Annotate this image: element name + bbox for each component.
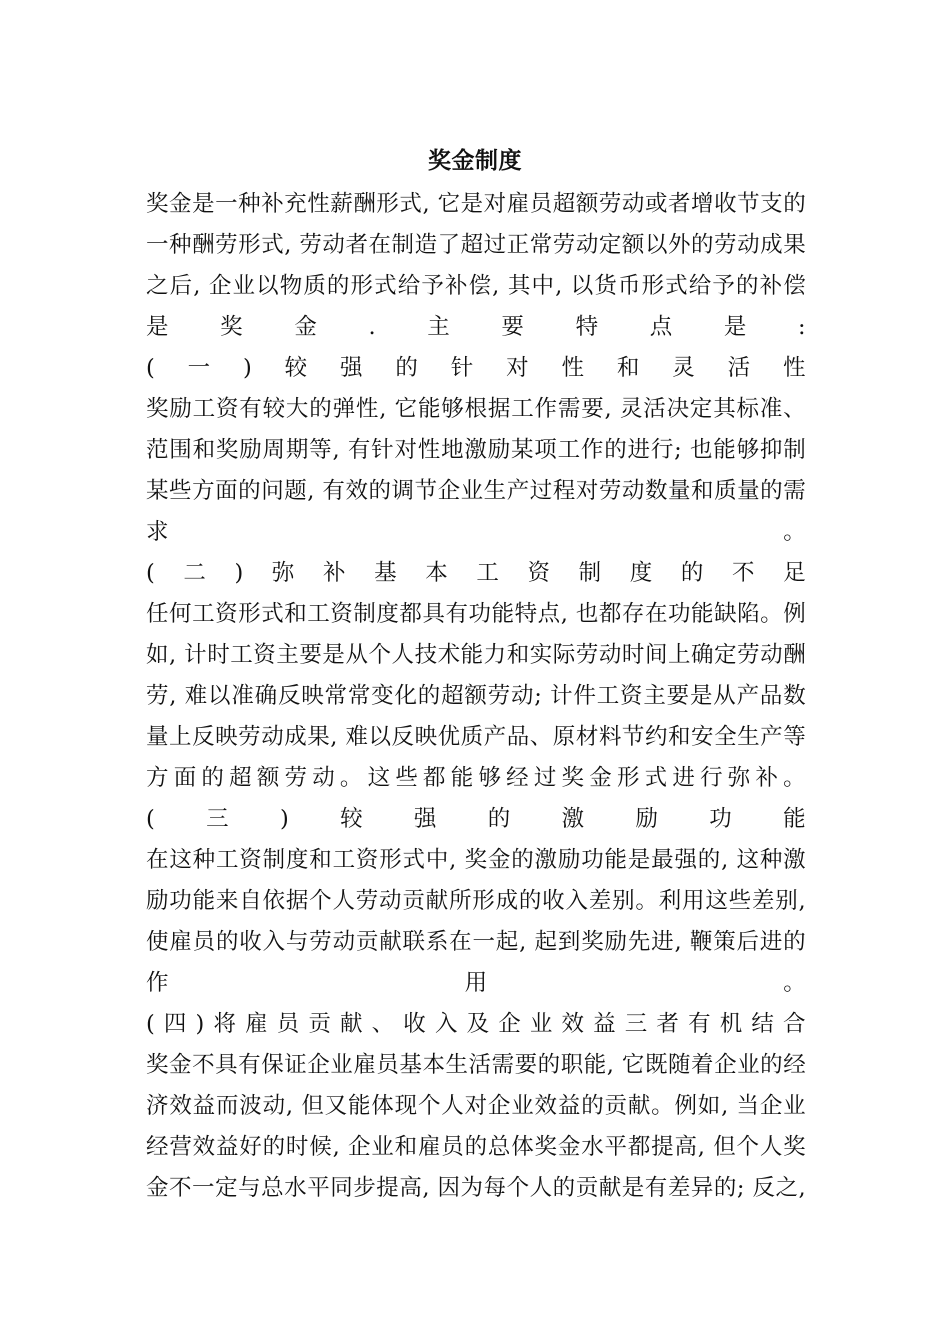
text-line: ( 三 ) 较 强 的 激 励 功 能 bbox=[146, 806, 806, 832]
text-line: 奖金是一种补充性薪酬形式, 它是对雇员超额劳动或者增收节支的 bbox=[146, 191, 806, 217]
text-line: ( 一 ) 较 强 的 针 对 性 和 灵 活 性 bbox=[146, 355, 806, 381]
document-body bbox=[146, 184, 806, 1209]
text-line: 如, 计时工资主要是从个人技术能力和实际劳动时间上确定劳动酬 bbox=[146, 642, 806, 668]
text-line: 励功能来自依据个人劳动贡献所形成的收入差别。利用这些差别, bbox=[146, 888, 806, 914]
text-line: 任何工资形式和工资制度都具有功能特点, 也都存在功能缺陷。例 bbox=[146, 601, 806, 627]
text-line: 方 面 的 超 额 劳 动 。 这 些 都 能 够 经 过 奖 金 形 式 进 行 弥 补 。 bbox=[146, 765, 806, 791]
text-line: ( 四 ) 将 雇 员 贡 献 、 收 入 及 企 业 效 益 三 者 有 机 结 合 bbox=[146, 1011, 806, 1037]
text-line: 经营效益好的时候, 企业和雇员的总体奖金水平都提高, 但个人奖 bbox=[146, 1134, 806, 1160]
document-title: 奖金制度 bbox=[428, 147, 522, 174]
text-line: 奖金不具有保证企业雇员基本生活需要的职能, 它既随着企业的经 bbox=[146, 1052, 806, 1078]
text-line: 奖励工资有较大的弹性, 它能够根据工作需要, 灵活决定其标准、 bbox=[146, 396, 806, 422]
text-line: 金不一定与总水平同步提高, 因为每个人的贡献是有差异的; 反之, bbox=[146, 1175, 806, 1201]
text-line: 使雇员的收入与劳动贡献联系在一起, 起到奖励先进, 鞭策后进的 bbox=[146, 929, 806, 955]
text-line: 济效益而波动, 但又能体现个人对企业效益的贡献。例如, 当企业 bbox=[146, 1093, 806, 1119]
text-line: 是 奖 金 . 主 要 特 点 是 : bbox=[146, 314, 806, 340]
text-line: 在这种工资制度和工资形式中, 奖金的激励功能是最强的, 这种激 bbox=[146, 847, 806, 873]
text-line: 某些方面的问题, 有效的调节企业生产过程对劳动数量和质量的需 bbox=[146, 478, 806, 504]
text-line: 一种酬劳形式, 劳动者在制造了超过正常劳动定额以外的劳动成果 bbox=[146, 232, 806, 258]
text-line: 之后, 企业以物质的形式给予补偿, 其中, 以货币形式给予的补偿 bbox=[146, 273, 806, 299]
text-line: ( 二 ) 弥 补 基 本 工 资 制 度 的 不 足 bbox=[146, 560, 806, 586]
text-line: 量上反映劳动成果, 难以反映优质产品、原材料节约和安全生产等 bbox=[146, 724, 806, 750]
text-line: 作 用 。 bbox=[146, 970, 806, 996]
text-line: 范围和奖励周期等, 有针对性地激励某项工作的进行; 也能够抑制 bbox=[146, 437, 806, 463]
text-line: 劳, 难以准确反映常常变化的超额劳动; 计件工资主要是从产品数 bbox=[146, 683, 806, 709]
text-line: 求 。 bbox=[146, 519, 806, 545]
